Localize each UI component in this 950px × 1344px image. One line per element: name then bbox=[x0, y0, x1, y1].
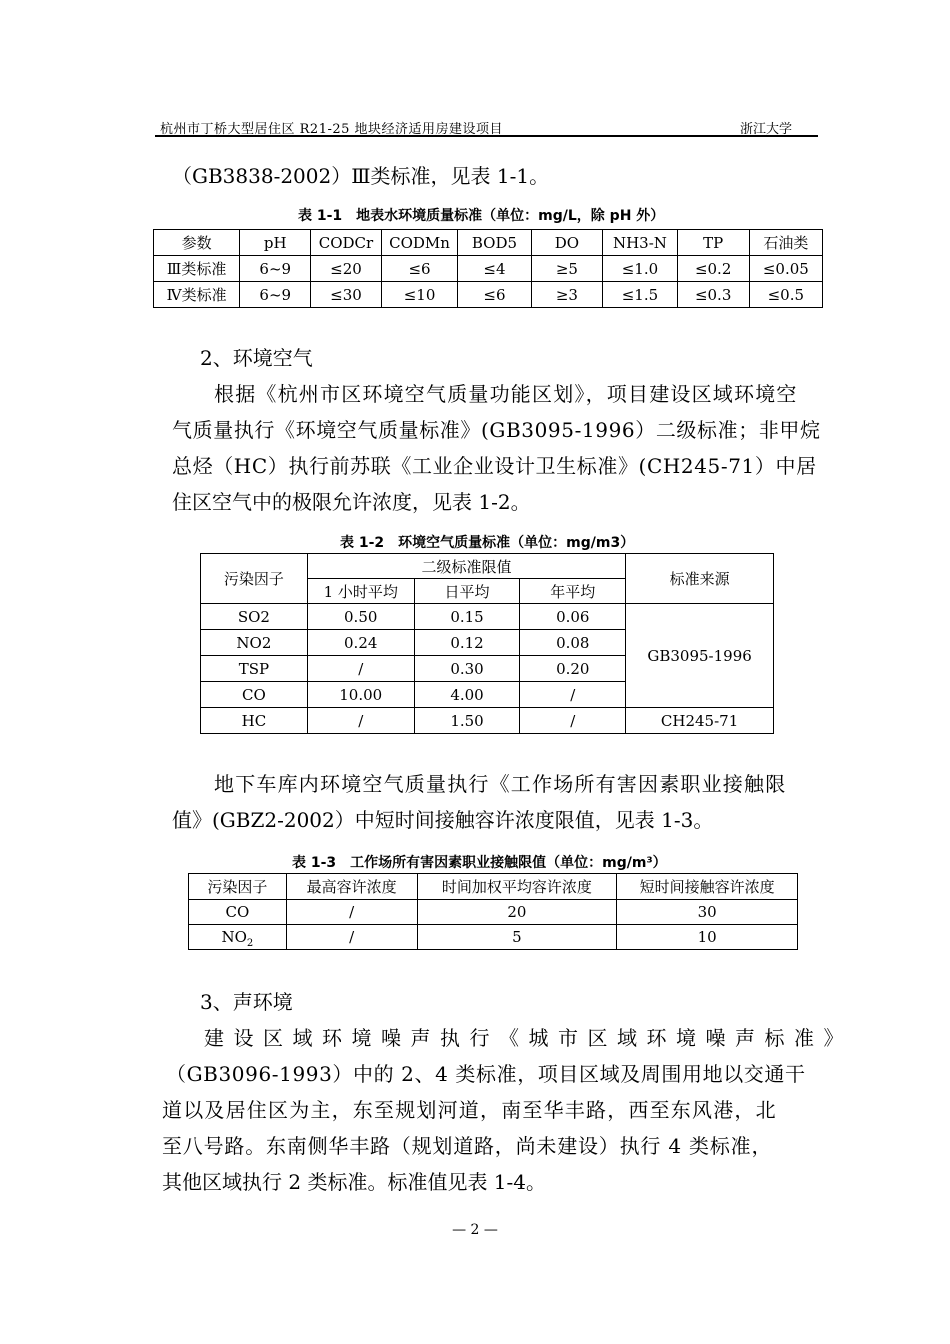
table1-header-cell: 石油类 bbox=[749, 230, 822, 256]
table3-cell: / bbox=[286, 925, 417, 950]
table-row bbox=[189, 925, 798, 950]
paragraph-line: 建设区域环境噪声执行《城市区域环境噪声标准》 bbox=[204, 1026, 853, 1050]
ambient-air-table bbox=[200, 553, 774, 734]
table1-cell: ≤10 bbox=[381, 282, 458, 308]
table2-caption: 表 1-2 环境空气质量标准（单位：mg/m3） bbox=[340, 535, 635, 551]
table2-header-cell: 污染因子 bbox=[201, 554, 308, 604]
table3-cell: 20 bbox=[417, 900, 617, 925]
table3-caption: 表 1-3 工作场所有害因素职业接触限值（单位：mg/m³） bbox=[292, 855, 667, 871]
table2-cell: HC bbox=[201, 708, 308, 734]
table1-header-cell: CODMn bbox=[381, 230, 458, 256]
table2-cell: 0.30 bbox=[414, 656, 520, 682]
workplace-limits-table bbox=[188, 873, 798, 950]
table1-cell: 6~9 bbox=[240, 256, 311, 282]
table1-cell: ≤4 bbox=[458, 256, 531, 282]
table1-cell: ≤20 bbox=[311, 256, 382, 282]
table1-cell: ≤0.3 bbox=[677, 282, 749, 308]
table1-cell: ≤0.2 bbox=[677, 256, 749, 282]
section-heading: 2、环境空气 bbox=[200, 346, 313, 370]
paragraph-line: （GB3838-2002）Ⅲ类标准，见表 1-1。 bbox=[172, 164, 550, 188]
table2-cell: TSP bbox=[201, 656, 308, 682]
table-row bbox=[201, 708, 774, 734]
table-row bbox=[154, 256, 823, 282]
table2-cell: / bbox=[307, 656, 414, 682]
table3-cell bbox=[189, 925, 287, 950]
table1-header-cell: 参数 bbox=[154, 230, 240, 256]
no2-base-text: NO bbox=[221, 928, 247, 946]
table2-cell: 0.06 bbox=[520, 604, 626, 630]
table1-cell: ≤1.5 bbox=[603, 282, 677, 308]
running-header-org: 浙江大学 bbox=[740, 122, 793, 137]
table3-cell: CO bbox=[189, 900, 287, 925]
paragraph-line: 住区空气中的极限允许浓度，见表 1-2。 bbox=[172, 490, 531, 514]
paragraph-line: 根据《杭州市区环境空气质量功能区划》，项目建设区域环境空 bbox=[214, 382, 798, 406]
running-header-title: 杭州市丁桥大型居住区 R21-25 地块经济适用房建设项目 bbox=[160, 122, 504, 137]
table2-cell: 0.20 bbox=[520, 656, 626, 682]
paragraph-line: 其他区域执行 2 类标准。标准值见表 1-4。 bbox=[162, 1170, 547, 1194]
table2-cell: 1.50 bbox=[414, 708, 520, 734]
table2-cell: / bbox=[520, 682, 626, 708]
table2-cell: SO2 bbox=[201, 604, 308, 630]
table3-cell: 30 bbox=[617, 900, 798, 925]
table2-subheader-cell: 年平均 bbox=[520, 579, 626, 604]
table2-cell: 0.50 bbox=[307, 604, 414, 630]
table2-cell: 0.15 bbox=[414, 604, 520, 630]
table2-cell: 10.00 bbox=[307, 682, 414, 708]
table2-cell: / bbox=[307, 708, 414, 734]
table3-cell: 10 bbox=[617, 925, 798, 950]
table1-header-cell: pH bbox=[240, 230, 311, 256]
table1-cell: ≤6 bbox=[381, 256, 458, 282]
table2-subheader-cell: 日平均 bbox=[414, 579, 520, 604]
paragraph-line: 道以及居住区为主，东至规划河道，南至华丰路，西至东风港，北 bbox=[162, 1098, 777, 1122]
table2-header-cell: 二级标准限值 bbox=[307, 554, 625, 579]
table3-header-cell: 短时间接触容许浓度 bbox=[617, 874, 798, 900]
paragraph-line: 气质量执行《环境空气质量标准》(GB3095-1996）二级标准；非甲烷 bbox=[172, 418, 821, 442]
no2-subscript: 2 bbox=[246, 938, 254, 949]
page-number: — 2 — bbox=[452, 1222, 498, 1238]
table1-cell: ≤6 bbox=[458, 282, 531, 308]
table3-header-cell: 最高容许浓度 bbox=[286, 874, 417, 900]
table2-source-cell: GB3095-1996 bbox=[626, 604, 774, 708]
table2-cell: 0.24 bbox=[307, 630, 414, 656]
table1-header-cell: TP bbox=[677, 230, 749, 256]
table2-cell: 0.12 bbox=[414, 630, 520, 656]
table3-header-cell: 污染因子 bbox=[189, 874, 287, 900]
paragraph-line: 地下车库内环境空气质量执行《工作场所有害因素职业接触限 bbox=[214, 772, 787, 796]
table1-cell: ≤30 bbox=[311, 282, 382, 308]
section-heading: 3、声环境 bbox=[200, 990, 293, 1014]
table1-caption: 表 1-1 地表水环境质量标准（单位：mg/L，除 pH 外） bbox=[298, 208, 665, 224]
table1-cell: ≤0.5 bbox=[749, 282, 822, 308]
table3-cell: 5 bbox=[417, 925, 617, 950]
table1-cell: Ⅲ类标准 bbox=[154, 256, 240, 282]
table1-cell: ≥3 bbox=[531, 282, 603, 308]
paragraph-line: （GB3096-1993）中的 2、4 类标准，项目区域及周围用地以交通干 bbox=[166, 1062, 806, 1086]
table-row bbox=[189, 900, 798, 925]
table2-cell: 4.00 bbox=[414, 682, 520, 708]
header-rule bbox=[155, 135, 818, 137]
paragraph-line: 值》(GBZ2-2002）中短时间接触容许浓度限值，见表 1-3。 bbox=[172, 808, 714, 832]
table1-cell: ≤1.0 bbox=[603, 256, 677, 282]
table1-header-cell: CODCr bbox=[311, 230, 382, 256]
table2-cell: CO bbox=[201, 682, 308, 708]
table1-header-cell: BOD5 bbox=[458, 230, 531, 256]
table2-cell: NO2 bbox=[201, 630, 308, 656]
table1-cell: ≤0.05 bbox=[749, 256, 822, 282]
table3-cell: / bbox=[286, 900, 417, 925]
table2-cell: 0.08 bbox=[520, 630, 626, 656]
table1-header-cell: DO bbox=[531, 230, 603, 256]
table-row bbox=[201, 604, 774, 630]
table1-cell: ≥5 bbox=[531, 256, 603, 282]
table2-subheader-cell: 1 小时平均 bbox=[307, 579, 414, 604]
paragraph-line: 至八号路。东南侧华丰路（规划道路，尚未建设）执行 4 类标准， bbox=[162, 1134, 773, 1158]
table3-header-cell: 时间加权平均容许浓度 bbox=[417, 874, 617, 900]
table1-cell: Ⅳ类标准 bbox=[154, 282, 240, 308]
table1-header-cell: NH3-N bbox=[603, 230, 677, 256]
table1-cell: 6~9 bbox=[240, 282, 311, 308]
table2-header-cell: 标准来源 bbox=[626, 554, 774, 604]
table2-source-cell: CH245-71 bbox=[626, 708, 774, 734]
table2-cell: / bbox=[520, 708, 626, 734]
paragraph-line: 总烃（HC）执行前苏联《工业企业设计卫生标准》(CH245-71）中居 bbox=[172, 454, 817, 478]
surface-water-table bbox=[153, 229, 823, 308]
table-row bbox=[154, 282, 823, 308]
